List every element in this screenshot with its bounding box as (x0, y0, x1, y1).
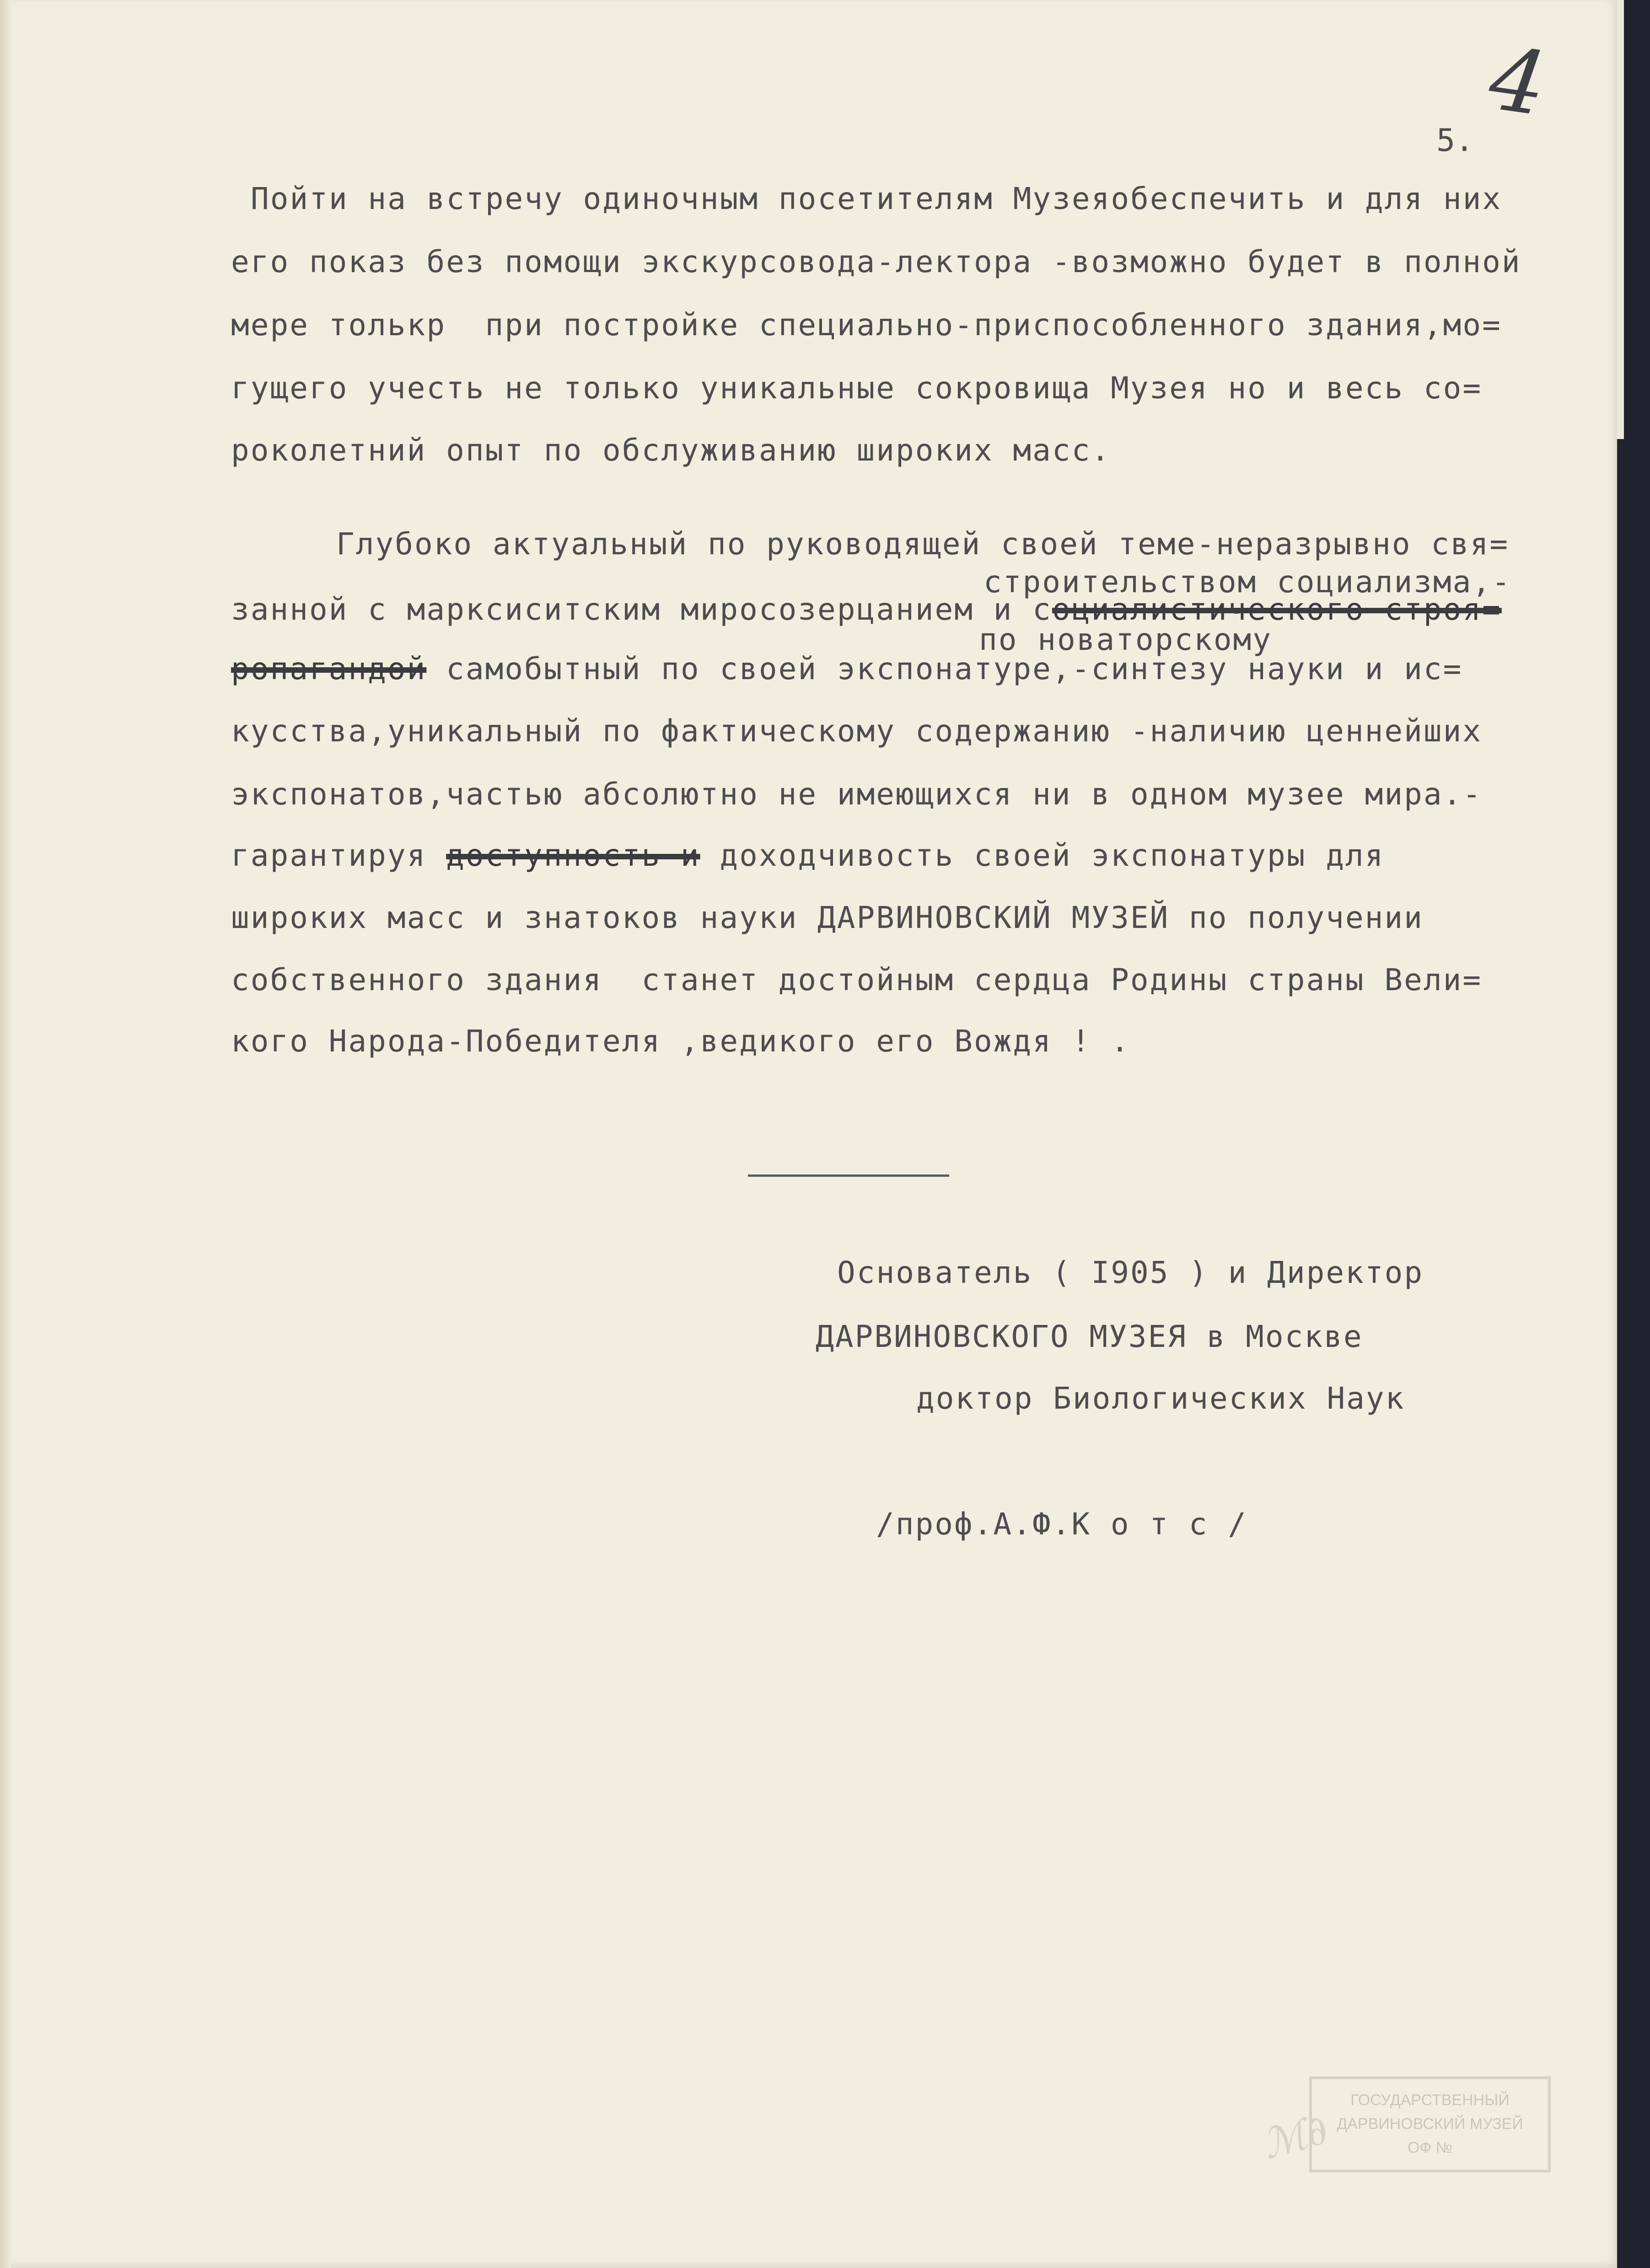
paragraph2-line7: широких масс и знатоков науки ДАРВИНОВСКИЙ МУЗЕЙ по получении (231, 900, 1424, 935)
paragraph1-line1: Пойти на встречу одиночным посетителям Музеяобеспечить и для них (251, 181, 1502, 216)
signature-title-line3: доктор Биологических Наук (916, 1381, 1405, 1416)
paragraph2-line9: кого Народа-Победителя ,ведикого его Вождя ! . (231, 1024, 1130, 1059)
paragraph2-line8: собственного здания станет достойным сердца Родины страны Вели= (231, 962, 1483, 997)
archive-stamp (1309, 2076, 1551, 2172)
paragraph2-line4: кусства,уникальный по фактическому содержанию -наличию ценнейших (231, 713, 1483, 749)
signature-title-line1: Основатель ( I905 ) и Директор (837, 1255, 1424, 1290)
paragraph2-line3-text: самобытный по своей экспонатуре,-синтезу науки и ис= (426, 651, 1463, 686)
paragraph1-line2: его показ без помощи экскурсовода-лектора -возможно будет в полной (231, 244, 1521, 279)
paragraph2-line1: Глубоко актуальный по руководящей своей теме-неразрывно свя= (336, 526, 1510, 562)
paragraph1-line4: гущего учесть не только уникальные сокровища Музея но и весь со= (231, 370, 1483, 406)
handwritten-folio-number: 4 (1483, 27, 1553, 136)
struck-out-text: доступность и (446, 838, 700, 873)
insertion-innovative: по новаторскому (979, 622, 1273, 657)
separator-rule (748, 1174, 949, 1177)
stamp-scribble: ℳ∂ (1257, 2105, 1333, 2169)
insertion-construction-of-socialism: строительством социализма,- (984, 564, 1511, 600)
struck-out-text: оциалистического строя= (1052, 592, 1502, 627)
stamp-line3: ОФ № (1407, 2139, 1453, 2156)
signature-name: /проф.А.Ф.К о т с / (876, 1507, 1247, 1542)
struck-out-text: ропагандой (231, 651, 427, 686)
paragraph1-line3: мере толькр при постройке специально-приспособленного здания,мо= (231, 307, 1502, 343)
paragraph2-line2 (231, 592, 1502, 627)
stamp-line2: ДАРВИНОВСКИЙ МУЗЕЙ (1337, 2115, 1523, 2133)
paragraph2-line3 (231, 651, 1463, 686)
paragraph2-line6-text-b: доходчивость своей экспонатуры для (700, 838, 1385, 873)
paragraph2-line5: экспонатов,частью абсолютно не имеющихся ни в одном музее мира.- (231, 777, 1483, 812)
stamp-line1: ГОСУДАРСТВЕННЫЙ (1350, 2091, 1510, 2109)
page-number: 5. (1436, 123, 1474, 159)
paragraph2-line6-text-a: гарантируя (231, 838, 446, 873)
page-edge (0, 0, 11, 2268)
paragraph2-line2-text: занной с марксиситским миросозерцанием и с (231, 592, 1052, 627)
signature-title-line2: ДАРВИНОВСКОГО МУЗЕЯ в Москве (816, 1319, 1363, 1354)
paragraph2-line6 (231, 838, 1385, 873)
paragraph1-line5: роколетний опыт по обслуживанию широких масс. (231, 433, 1111, 468)
